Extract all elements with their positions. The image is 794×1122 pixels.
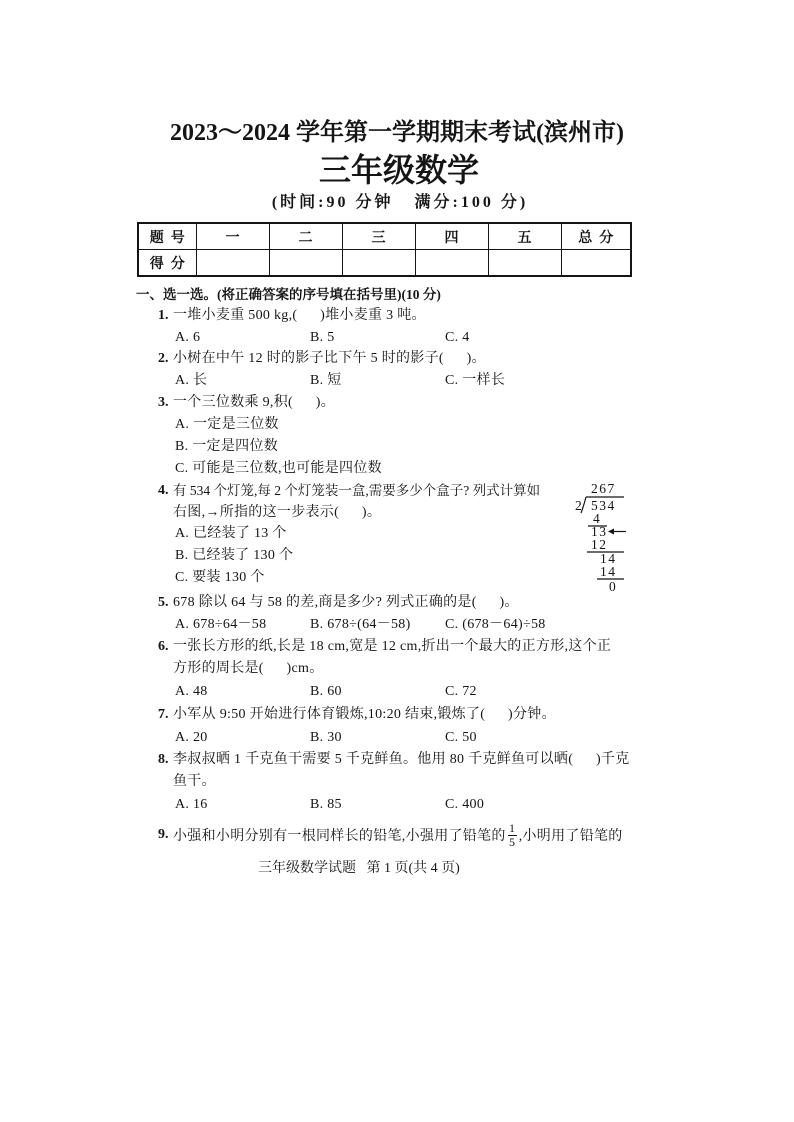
option-a: A. 长 [175,373,208,388]
option-b: B. 短 [310,373,342,388]
question-text: 鱼干。 [173,774,216,789]
score-table-header-cell: 四 [415,223,488,250]
score-table-header-cell: 题 号 [138,223,196,250]
question-text [173,818,623,852]
question-text-before-fraction: 小强和小明分别有一根同样长的铅笔,小强用了铅笔的 [173,829,506,844]
option-a: A. 20 [175,730,208,745]
question-number: 4. [158,483,169,498]
option-a: A. 48 [175,684,208,699]
exam-subject: 三年级数学 [318,152,479,188]
option-b: B. 30 [310,730,342,745]
option-c: C. 72 [445,684,477,699]
question-text: 一个三位数乘 9,积( )。 [173,395,336,410]
division-step: 4 [593,511,602,526]
long-division-figure [570,478,630,596]
question-text: 678 除以 64 与 58 的差,商是多少? 列式正确的是( )。 [173,595,519,610]
question-text: 小树在中午 12 时的影子比下午 5 时的影子( )。 [173,351,486,366]
option-c: C. 50 [445,730,477,745]
score-table [137,222,632,277]
score-table-score-row [138,250,631,277]
question-text: 方形的周长是( )cm。 [173,661,324,676]
exam-title: 2023～2024 学年第一学期期末考试(滨州市) [170,120,624,146]
option-a: A. 一定是三位数 [175,417,279,432]
division-step: 14 [600,564,617,579]
option-b: B. 85 [310,797,342,812]
score-cell [561,250,631,277]
option-c: C. 一样长 [445,373,506,388]
score-table-header-cell: 二 [269,223,342,250]
option-a: A. 6 [175,330,201,345]
score-table-header-cell: 一 [196,223,269,250]
option-c: C. 4 [445,330,470,345]
option-b: B. 60 [310,684,342,699]
question-number: 1. [158,308,169,323]
question-number: 3. [158,395,169,410]
division-dividend: 534 [591,498,616,513]
question-number: 5. [158,595,169,610]
option-b: B. 已经装了 130 个 [175,548,294,563]
question-number: 8. [158,752,169,767]
score-cell [269,250,342,277]
score-cell [196,250,269,277]
fraction [508,822,517,849]
question-text-after-fraction: ,小明用了铅笔的 [518,829,623,844]
option-b: B. 一定是四位数 [175,439,279,454]
fraction-denominator: 5 [509,834,516,849]
score-table-header-cell: 总 分 [561,223,631,250]
question-number: 9. [158,827,169,842]
arrow-left-icon [608,529,626,535]
question-number: 2. [158,351,169,366]
score-table-header-row [138,223,631,250]
section-heading: 一、选一选。(将正确答案的序号填在括号里)(10 分) [136,287,441,302]
score-cell [342,250,415,277]
option-c: C. (678－64)÷58 [445,617,546,632]
option-b: B. 678÷(64－58) [310,617,411,632]
option-b: B. 5 [310,330,335,345]
option-c: C. 400 [445,797,485,812]
page-footer: 三年级数学试题 第 1 页(共 4 页) [258,861,460,876]
question-text: 小军从 9:50 开始进行体育锻炼,10:20 结束,锻炼了( )分钟。 [173,707,556,722]
question-number: 6. [158,639,169,654]
division-quotient: 267 [591,481,616,496]
question-number: 7. [158,707,169,722]
question-text: 右图,→所指的这一步表示( )。 [173,505,382,520]
option-c: C. 要装 130 个 [175,570,265,585]
division-remainder: 0 [609,579,618,594]
division-step: 12 [591,537,608,552]
option-a: A. 已经装了 13 个 [175,526,287,541]
score-table-header-cell: 五 [488,223,561,250]
division-step: 13 [591,524,608,539]
option-a: A. 678÷64－58 [175,617,267,632]
question-text: 一堆小麦重 500 kg,( )堆小麦重 3 吨。 [173,308,426,323]
option-a: A. 16 [175,797,208,812]
question-text: 李叔叔晒 1 千克鱼干需要 5 千克鲜鱼。他用 80 千克鲜鱼可以晒( )千克 [173,752,630,767]
question-text: 一张长方形的纸,长是 18 cm,宽是 12 cm,折出一个最大的正方形,这个正 [173,639,612,654]
score-table-header-cell: 三 [342,223,415,250]
exam-time-and-score: (时间:90 分钟 满分:100 分) [271,194,529,211]
option-c: C. 可能是三位数,也可能是四位数 [175,461,382,476]
score-cell [488,250,561,277]
score-cell [415,250,488,277]
division-step: 14 [600,551,617,566]
fraction-numerator: 1 [509,820,516,835]
question-text: 有 534 个灯笼,每 2 个灯笼装一盒,需要多少个盒子? 列式计算如 [173,483,541,498]
score-row-label: 得 分 [138,250,196,277]
division-divisor: 2 [575,498,584,513]
